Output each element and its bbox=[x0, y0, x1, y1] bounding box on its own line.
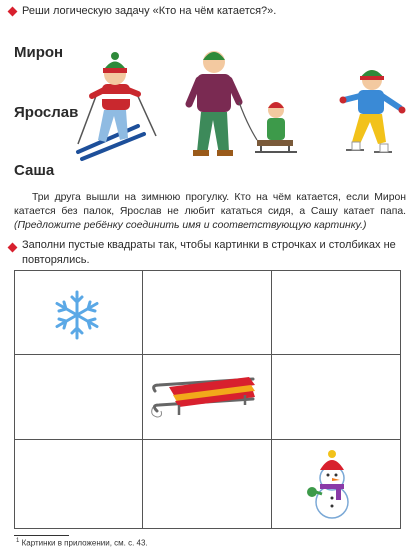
grid-cell-r3c1[interactable] bbox=[15, 440, 143, 529]
grid-cell-r1c3[interactable] bbox=[272, 271, 401, 355]
story-hint: (Предложите ребёнку соединить имя и соответствующую картинку.) bbox=[14, 220, 367, 231]
footnote-mark: 1 bbox=[16, 538, 20, 544]
grid-cell-r3c3[interactable] bbox=[272, 440, 401, 529]
father-with-sled-picture bbox=[185, 44, 305, 166]
name-sasha: Саша bbox=[14, 162, 55, 179]
task-1-text: Реши логическую задачу «Кто на чём катается?». bbox=[22, 5, 277, 17]
grid-cell-r1c1[interactable] bbox=[15, 271, 143, 355]
story-text: Три друга вышли на зимнюю прогулку. Кто на чём катается, если Мирон катается без палок, Ярослав не любит кататься сидя, а Сашу катает папа. bbox=[14, 192, 406, 217]
grid-cell-r2c1[interactable] bbox=[15, 355, 143, 440]
grid-cell-r1c2[interactable] bbox=[143, 271, 272, 355]
sled-icon bbox=[149, 375, 265, 425]
snowflake-icon bbox=[51, 289, 103, 341]
grid-cell-r3c2[interactable] bbox=[143, 440, 272, 529]
story-paragraph bbox=[14, 191, 406, 233]
skater-boy-picture bbox=[338, 64, 410, 160]
task-2-text: Заполни пустые квадраты так, чтобы картинки в строчках и столбиках не повторялись. bbox=[22, 239, 396, 266]
skier-boy-picture bbox=[68, 44, 168, 164]
snowman-icon bbox=[302, 448, 362, 520]
bullet-diamond bbox=[8, 7, 18, 17]
grid-cell-r2c2[interactable] bbox=[143, 355, 272, 440]
logic-grid bbox=[14, 270, 401, 529]
footnote-text: Картинки в приложении, см. с. 43. bbox=[21, 538, 148, 548]
footnote bbox=[16, 538, 148, 548]
name-miron: Мирон bbox=[14, 44, 64, 61]
footnote-rule bbox=[14, 535, 69, 536]
bullet-diamond-2 bbox=[8, 243, 18, 253]
grid-cell-r2c3[interactable] bbox=[272, 355, 401, 440]
name-yaroslav: Ярослав bbox=[14, 104, 79, 121]
